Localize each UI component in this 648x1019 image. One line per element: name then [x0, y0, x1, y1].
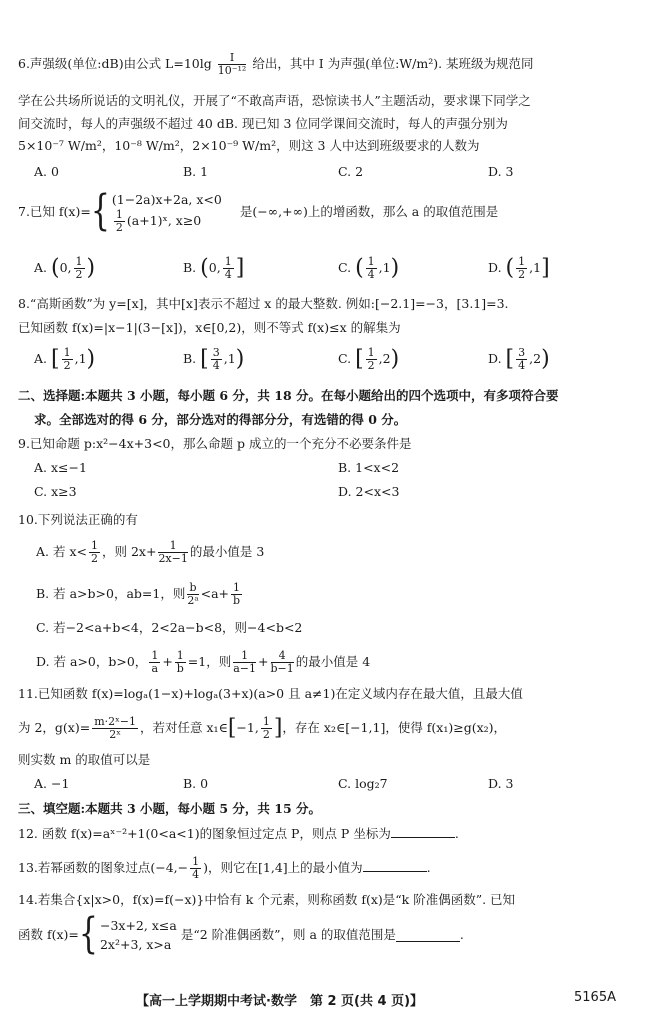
q13-answer-blank[interactable]	[363, 859, 427, 872]
q7-case-2: $\frac{1}{2}$ (a+1)ˣ, x≥0	[115, 208, 202, 234]
q6-text-b: 给出，其中 I 为声强(单位:W/m²). 某班级为规范同	[252, 56, 534, 71]
q12-answer-blank[interactable]	[391, 825, 455, 838]
section-2-heading-1: 二、选择题:本题共 3 小题，每小题 6 分，共 18 分。在每小题给出的四个选项中，有多项符合要	[18, 388, 559, 403]
q8-line-2: 已知函数 f(x)=|x−1|(3−[x])，x∈[0,2)，则不等式 f(x)≤x 的解集为	[18, 320, 401, 335]
q6-line-4: 5×10⁻⁷ W/m²，10⁻⁸ W/m²，2×10⁻⁹ W/m²，则这 3 人中达到班级要求的人数为	[18, 138, 480, 153]
q8-option-c: C. [ $\frac{1}{2}$ ,2)	[338, 346, 400, 372]
q7-tail: 是(−∞,+∞)上的增函数，那么 a 的取值范围是	[239, 204, 499, 219]
q7-stem	[18, 186, 499, 236]
q6-line-1	[18, 52, 534, 77]
q8-option-a: A. [ $\frac{1}{2}$ ,1)	[34, 346, 96, 372]
section-3-heading: 三、填空题:本题共 3 小题，每小题 5 分，共 15 分。	[18, 801, 322, 816]
q11-option-c: C. log₂7	[338, 776, 388, 791]
q6-option-b: B. 1	[183, 164, 209, 179]
q10-stem: 10.下列说法正确的有	[18, 512, 138, 527]
q6-option-d: D. 3	[488, 164, 514, 179]
q8-option-b: B. [ $\frac{3}{4}$ ,1)	[183, 346, 245, 372]
q11-line-2: 为 2，g(x)= $\frac{\text{m·2ˣ−1}}{\text{2ˣ}}$ ，若对任意 x₁∈[−1, $\frac{1}{2}$ ]，存在 x₂∈[−1,1]，使得 f(x₁)≥g(x₂)，	[18, 715, 507, 741]
footer-title: 【高一上学期期中考试·数学 第 2 页(共 4 页)】	[136, 994, 424, 1009]
q11-option-d: D. 3	[488, 776, 514, 791]
q8-line-1: 8.“高斯函数”为 y=[x]，其中[x]表示不超过 x 的最大整数. 例如:[−2.1]=−3，[3.1]=3.	[18, 296, 509, 311]
q10-option-a: A. 若 x< $\frac{1}{2}$ ，则 2x+ $\frac{1}{2x-1}$ 的最小值是 3	[36, 539, 265, 565]
q14-case-1: −3x+2, x≤a	[99, 918, 177, 933]
q14-line-2: 函数 f(x)={ −3x+2, x≤a 2x²+3, x>a 是“2 阶准偶函数”，则 a 的取值范围是 .	[18, 909, 464, 959]
q7-option-a: A. (0, $\frac{1}{2}$ )	[34, 255, 96, 281]
q7-case-1: (1−2a)x+2a, x<0	[111, 192, 222, 207]
q7-cases	[112, 190, 222, 234]
q6-line-2: 学在公共场所说话的文明礼仪，开展了“不敢高声语，恐惊读书人”主题活动，要求课下同学之	[18, 93, 531, 108]
footer-code: 5165A	[574, 990, 616, 1005]
q9-option-c: C. x≥3	[34, 484, 77, 499]
q6-line-3: 间交流时，每人的声强级不超过 40 dB. 现已知 3 位同学课间交流时，每人的声强分别为	[18, 116, 508, 131]
q11-option-b: B. 0	[183, 776, 209, 791]
q14-cases	[100, 916, 177, 954]
q7-option-b: B. (0, $\frac{1}{4}$ ]	[183, 255, 245, 281]
q9-option-d: D. 2<x<3	[338, 484, 400, 499]
q14-line-1: 14.若集合{x|x>0，f(x)=f(−x)}中恰有 k 个元素，则称函数 f(x)是“k 阶准偶函数”. 已知	[18, 892, 516, 907]
q6-option-a: A. 0	[34, 164, 59, 179]
section-2-heading-2: 求。全部选对的得 6 分，部分选对的得部分分，有选错的得 0 分。	[34, 412, 407, 427]
q12-stem: 12. 函数 f(x)=aˣ⁻²+1(0<a<1)的图象恒过定点 P，则点 P 坐标为 .	[18, 826, 459, 841]
q7-option-d: D. ( $\frac{1}{2}$ ,1]	[488, 255, 550, 281]
q14-case-2: 2x²+3, x>a	[99, 937, 172, 952]
q8-option-d: D. [ $\frac{3}{4}$ ,2)	[488, 346, 550, 372]
q7-option-c: C. ( $\frac{1}{4}$ ,1)	[338, 255, 400, 281]
q10-option-b: B. 若 a>b>0，ab=1，则 $\frac{b}{\text{2ᵃ}}$ <a+ $\frac{1}{b}$	[36, 581, 241, 607]
q14-brace: {	[78, 909, 98, 959]
q11-option-a: A. −1	[34, 776, 70, 791]
q9-option-a: A. x≤−1	[34, 460, 87, 475]
q7-lead: 7.已知 f(x)=	[18, 204, 91, 219]
q9-option-b: B. 1<x<2	[338, 460, 400, 475]
q7-brace: {	[90, 186, 110, 236]
q14-answer-blank[interactable]	[396, 929, 460, 942]
q9-stem: 9.已知命题 p:x²−4x+3<0，那么命题 p 成立的一个充分不必要条件是	[18, 436, 412, 451]
q13-stem: 13.若幂函数的图象过点(−4,− $\frac{1}{4}$ )，则它在[1,4]上的最小值为 .	[18, 855, 431, 881]
q6-text-a: 6.声强级(单位:dB)由公式 L=10lg	[18, 56, 212, 71]
q6-fraction: $\frac{I}{\text{10⁻¹²}}$	[217, 51, 247, 77]
q11-line-3: 则实数 m 的取值可以是	[18, 752, 151, 767]
q6-option-c: C. 2	[338, 164, 364, 179]
q11-line-1: 11.已知函数 f(x)=logₐ(1−x)+logₐ(3+x)(a>0 且 a≠1)在定义域内存在最大值，且最大值	[18, 686, 523, 701]
q10-option-c: C. 若−2<a+b<4，2<2a−b<8，则−4<b<2	[36, 620, 303, 635]
q10-option-d: D. 若 a>0，b>0， $\frac{1}{a}$ + $\frac{1}{b}$ =1，则 $\frac{1}{a-1}$ + $\frac{4}{b-1}$ 的最小值是 4	[36, 649, 371, 675]
